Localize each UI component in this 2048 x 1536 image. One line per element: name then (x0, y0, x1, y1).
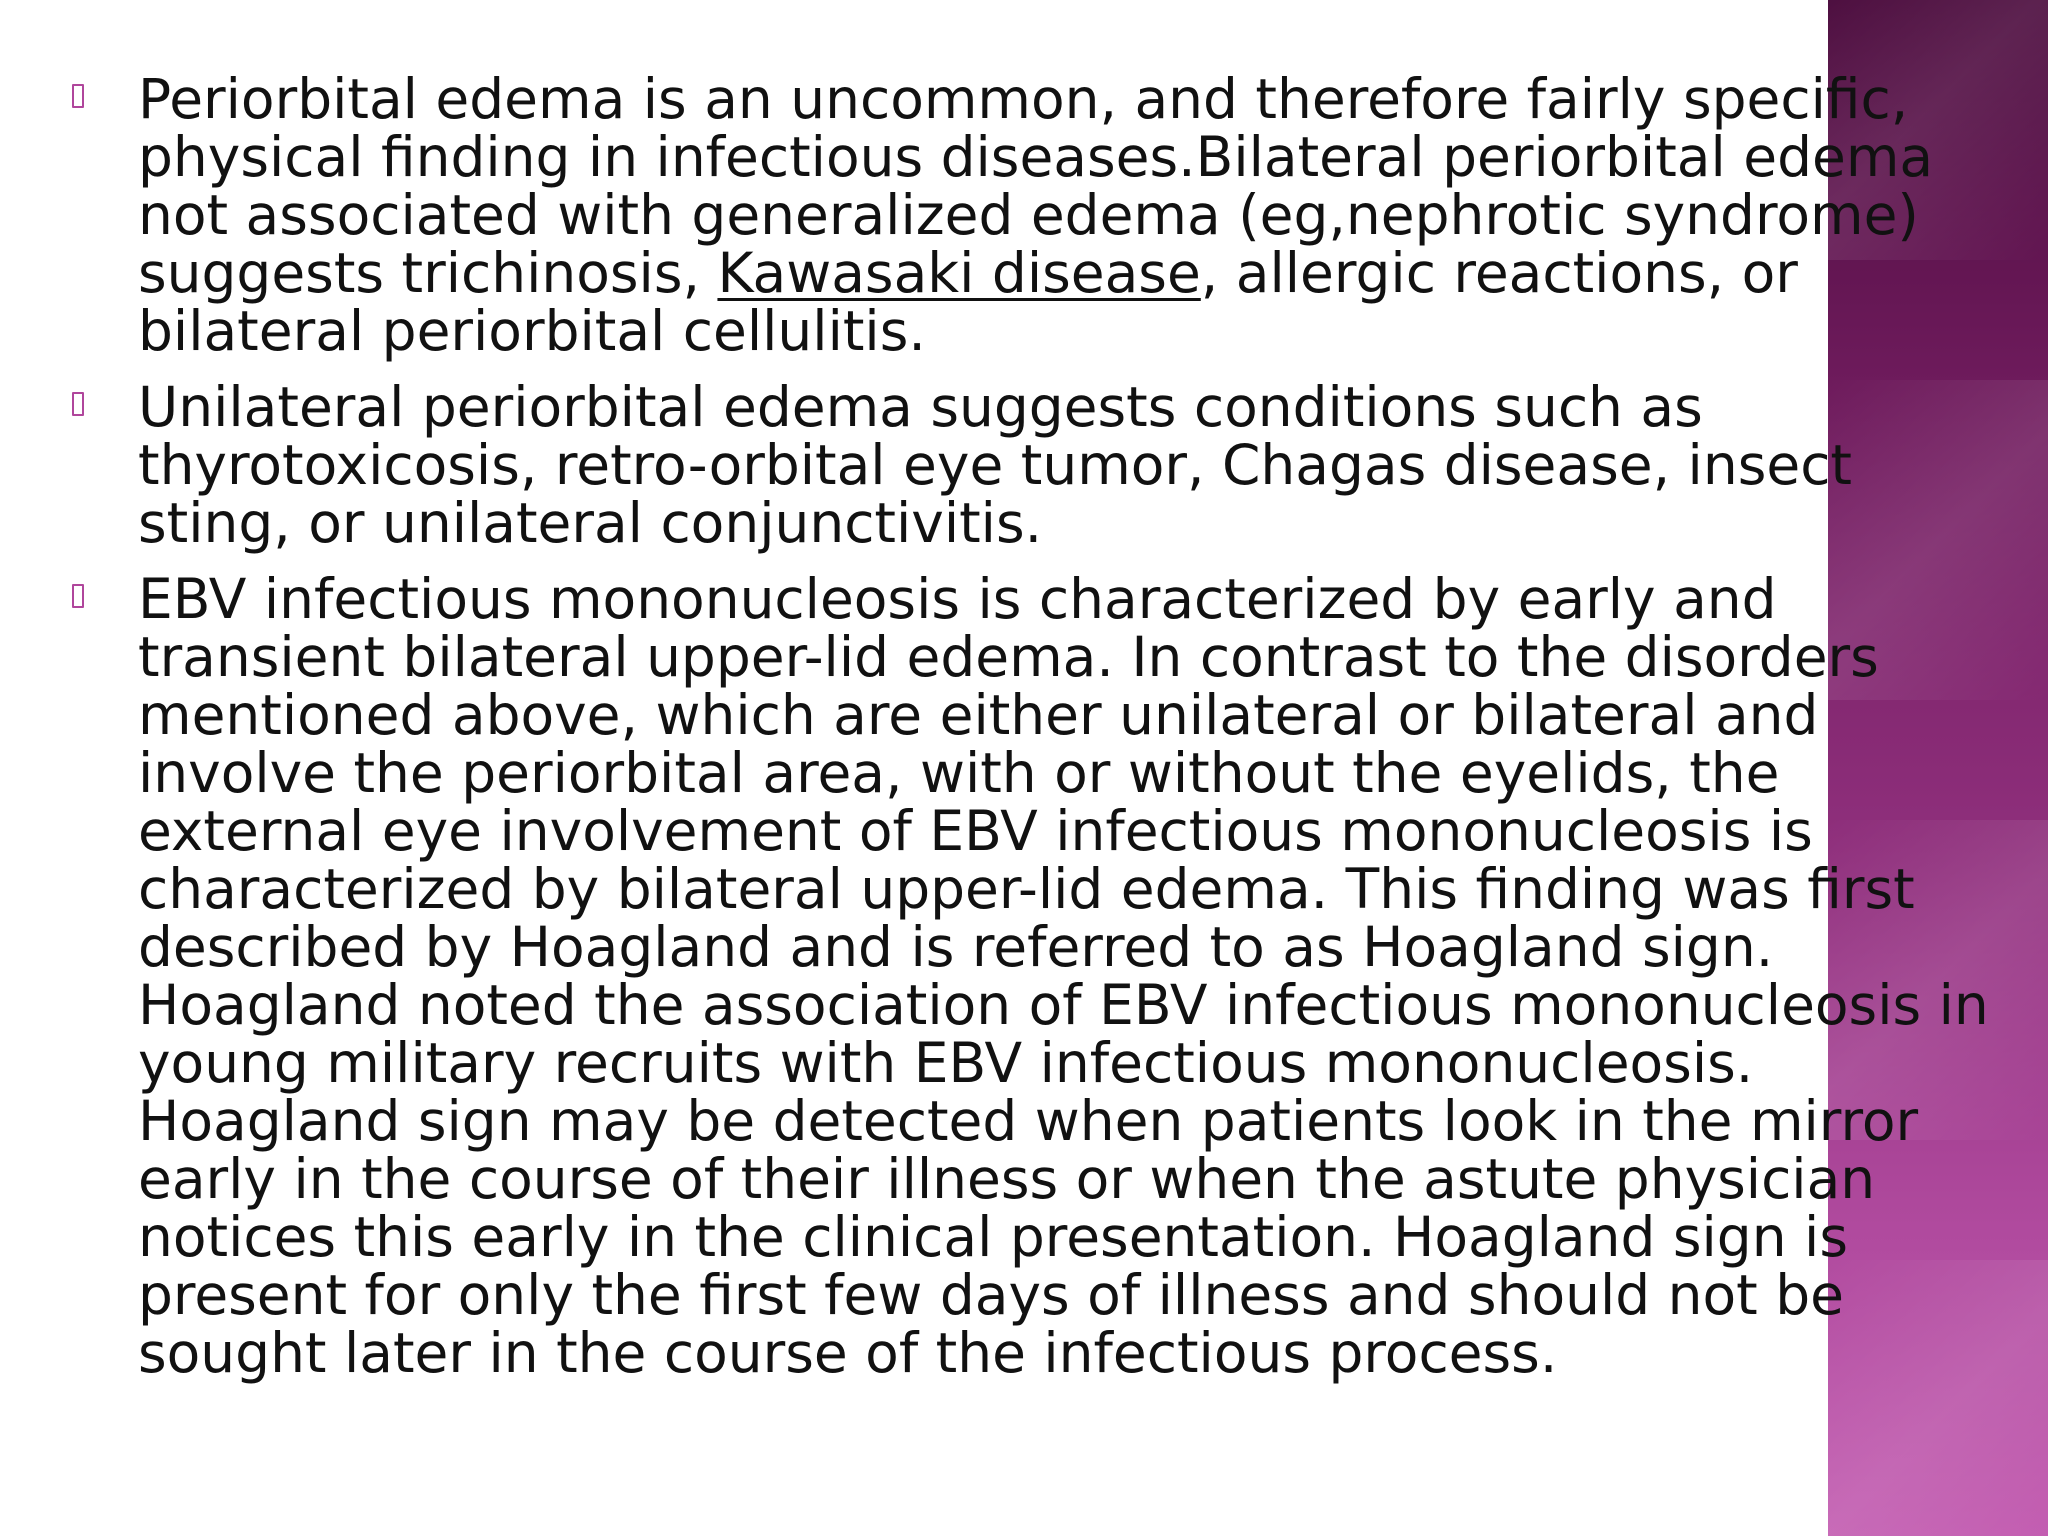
bullet-item-ebv-mononucleosis (70, 567, 1990, 1385)
kawasaki-disease-link[interactable]: Kawasaki disease (717, 241, 1201, 305)
bullet-text-after-link: , allergic reactions, or bilateral periorbital cellulitis. (138, 241, 1798, 363)
bullet-text (138, 67, 1933, 363)
bullet-text: Unilateral periorbital edema suggests conditions such as thyrotoxicosis, retro-orbital eye tumor, Chagas disease, insect sting, or unilateral conjunctivitis. (138, 375, 1852, 555)
bullet-text-before-link: Periorbital edema is an uncommon, and therefore fairly specific, physical finding in infectious diseases.Bilateral periorbital edema not associated with generalized edema (eg,nephrotic syndrome) suggests trichinosis, (138, 67, 1934, 305)
bullet-list (70, 67, 1990, 1400)
hollow-square-bullet-icon (72, 584, 84, 608)
hollow-square-bullet-icon (72, 392, 84, 416)
bullet-item-unilateral-edema (70, 375, 1990, 555)
bullet-item-periorbital-edema (70, 67, 1990, 363)
bullet-text: EBV infectious mononucleosis is characterized by early and transient bilateral upper-lid edema. In contrast to the disorders mentioned above, which are either unilateral or bilateral and involve the periorbital area, with or without the eyelids, the external eye involvement of EBV infectious mononucleosis is characterized by bilateral upper-lid edema. This finding was first described by Hoagland and is referred to as Hoagland sign. Hoagland noted the association of EBV infectious mononucleosis in young military recruits with EBV infectious mononucleosis. Hoagland sign may be detected when patients look in the mirror early in the course of their illness or when the astute physician notices this early in the clinical presentation. Hoagland sign is present for only the first few days of illness and should not be sought later in the course of the infectious process. (138, 567, 1989, 1385)
hollow-square-bullet-icon (72, 84, 84, 108)
